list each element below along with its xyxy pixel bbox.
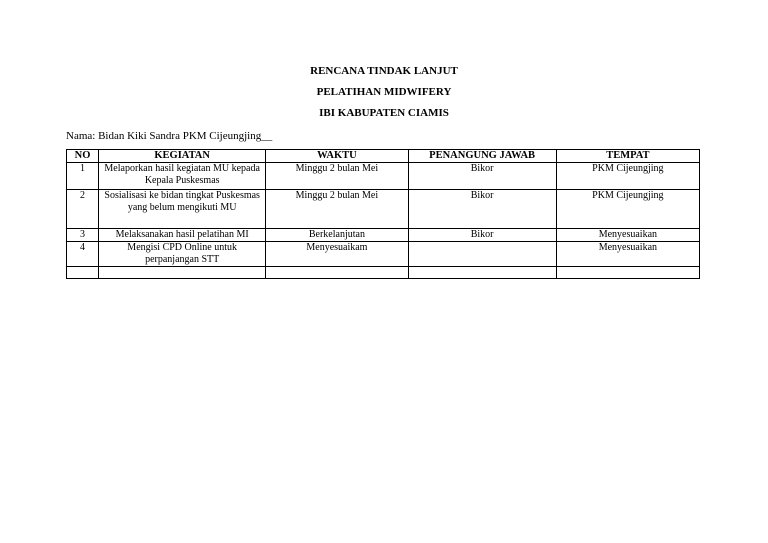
cell-tempat: Menyesuaikan xyxy=(556,229,699,242)
document-title: RENCANA TINDAK LANJUT xyxy=(310,65,458,77)
cell-waktu: Menyesuaikam xyxy=(266,242,408,267)
cell-waktu: Minggu 2 bulan Mei xyxy=(266,190,408,229)
cell-kegiatan: Melaksanakan hasil pelatihan MI xyxy=(99,229,266,242)
cell-tempat: PKM Cijeungjing xyxy=(556,163,699,190)
cell-penanggung-jawab: Bikor xyxy=(408,229,556,242)
cell-waktu xyxy=(266,267,408,279)
table-row xyxy=(67,242,700,267)
table-row xyxy=(67,267,700,279)
cell-penanggung-jawab xyxy=(408,267,556,279)
cell-no: 2 xyxy=(67,190,99,229)
header-no: NO xyxy=(67,150,99,163)
cell-kegiatan xyxy=(99,267,266,279)
header-kegiatan: KEGIATAN xyxy=(99,150,266,163)
table-row xyxy=(67,229,700,242)
document-title-block xyxy=(0,64,768,127)
cell-no xyxy=(67,267,99,279)
cell-kegiatan: Melaporkan hasil kegiatan MU kepada Kepala Puskesmas xyxy=(99,163,266,190)
table-header-row xyxy=(67,150,700,163)
cell-waktu: Minggu 2 bulan Mei xyxy=(266,163,408,190)
table-row xyxy=(67,163,700,190)
participant-name-line: Nama: Bidan Kiki Sandra PKM Cijeungjing__ xyxy=(66,130,273,142)
follow-up-plan-table xyxy=(66,149,700,279)
cell-no: 4 xyxy=(67,242,99,267)
header-penanggung-jawab: PENANGUNG JAWAB xyxy=(408,150,556,163)
cell-no: 1 xyxy=(67,163,99,190)
cell-penanggung-jawab xyxy=(408,242,556,267)
document-subtitle: PELATIHAN MIDWIFERY xyxy=(316,86,452,98)
cell-kegiatan: Sosialisasi ke bidan tingkat Puskesmas yang belum mengikuti MU xyxy=(99,190,266,229)
cell-penanggung-jawab: Bikor xyxy=(408,163,556,190)
cell-penanggung-jawab: Bikor xyxy=(408,190,556,229)
cell-tempat xyxy=(556,267,699,279)
header-waktu: WAKTU xyxy=(266,150,408,163)
header-tempat: TEMPAT xyxy=(556,150,699,163)
table-row xyxy=(67,190,700,229)
document-organization: IBI KABUPATEN CIAMIS xyxy=(319,107,449,119)
cell-tempat: Menyesuaikan xyxy=(556,242,699,267)
cell-kegiatan: Mengisi CPD Online untuk perpanjangan STT xyxy=(99,242,266,267)
cell-waktu: Berkelanjutan xyxy=(266,229,408,242)
cell-no: 3 xyxy=(67,229,99,242)
cell-tempat: PKM Cijeungjing xyxy=(556,190,699,229)
